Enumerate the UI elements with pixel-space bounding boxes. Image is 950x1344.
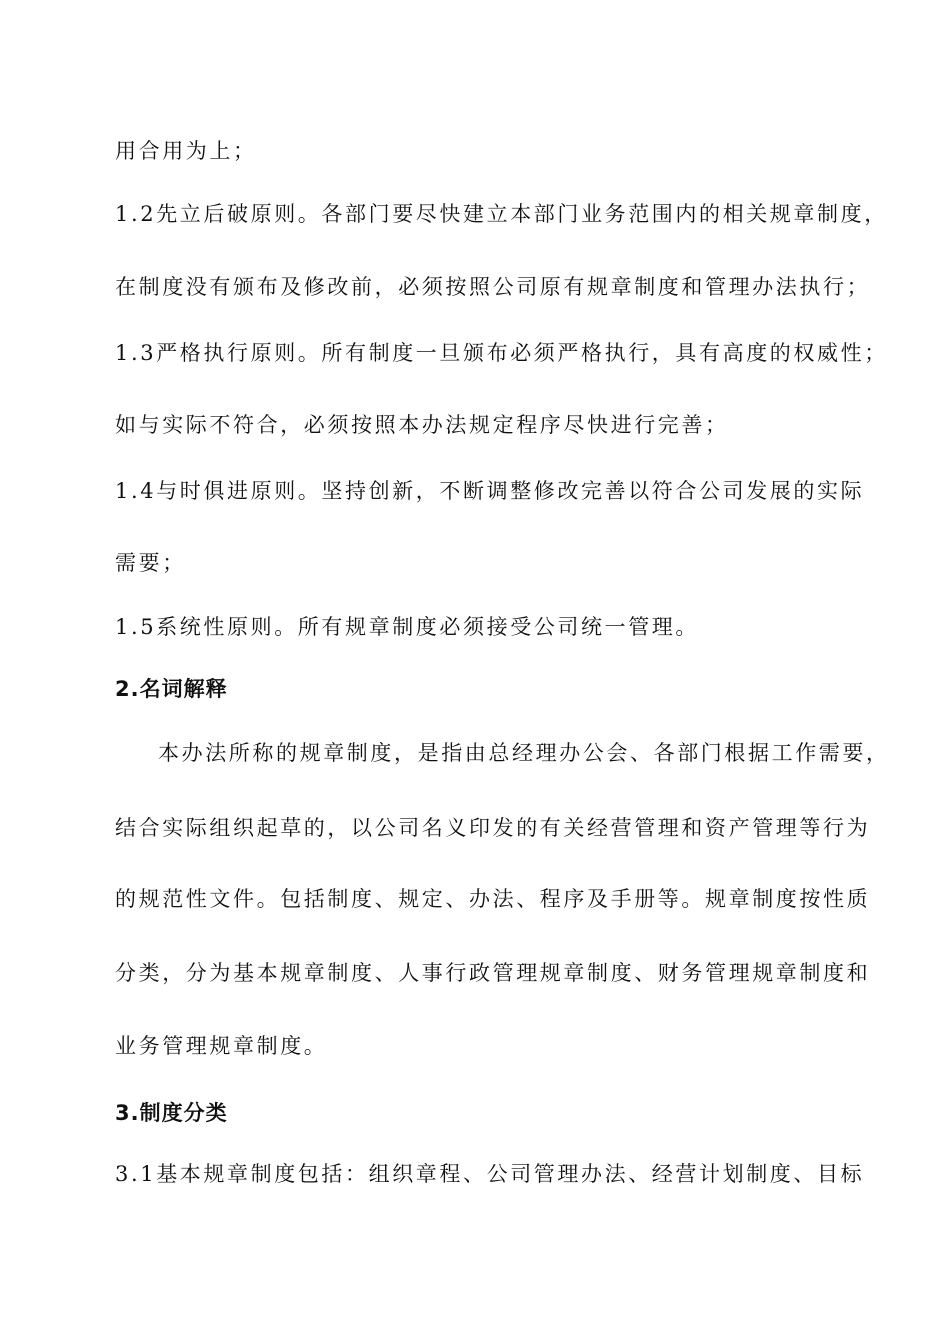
paragraph-line: 如与实际不符合，必须按照本办法规定程序尽快进行完善；: [115, 413, 729, 437]
paragraph-line: 3.1基本规章制度包括：组织章程、公司管理办法、经营计划制度、目标: [115, 1162, 865, 1186]
paragraph-line: 1.4与时俱进原则。坚持创新，不断调整修改完善以符合公司发展的实际: [115, 479, 865, 503]
paragraph-line: 的规范性文件。包括制度、规定、办法、程序及手册等。规章制度按性质: [115, 887, 871, 911]
paragraph-line: 1.3严格执行原则。所有制度一旦颁布必须严格执行，具有高度的权威性；: [115, 341, 888, 365]
paragraph-line: 用合用为上；: [115, 139, 257, 163]
paragraph-line: 需要；: [115, 551, 186, 575]
paragraph-line: 分类，分为基本规章制度、人事行政管理规章制度、财务管理规章制度和: [115, 961, 871, 985]
paragraph-line: 本办法所称的规章制度，是指由总经理办公会、各部门根据工作需要，: [158, 741, 890, 765]
section-heading: 2.名词解释: [115, 677, 228, 701]
paragraph-line: 在制度没有颁布及修改前，必须按照公司原有规章制度和管理办法执行；: [115, 275, 871, 299]
section-heading: 3.制度分类: [115, 1101, 228, 1125]
paragraph-line: 业务管理规章制度。: [115, 1034, 328, 1058]
paragraph-line: 结合实际组织起草的，以公司名义印发的有关经营管理和资产管理等行为: [115, 816, 871, 840]
paragraph-line: 1.5系统性原则。所有规章制度必须接受公司统一管理。: [115, 615, 699, 639]
paragraph-line: 1.2先立后破原则。各部门要尽快建立本部门业务范围内的相关规章制度，: [115, 202, 888, 226]
